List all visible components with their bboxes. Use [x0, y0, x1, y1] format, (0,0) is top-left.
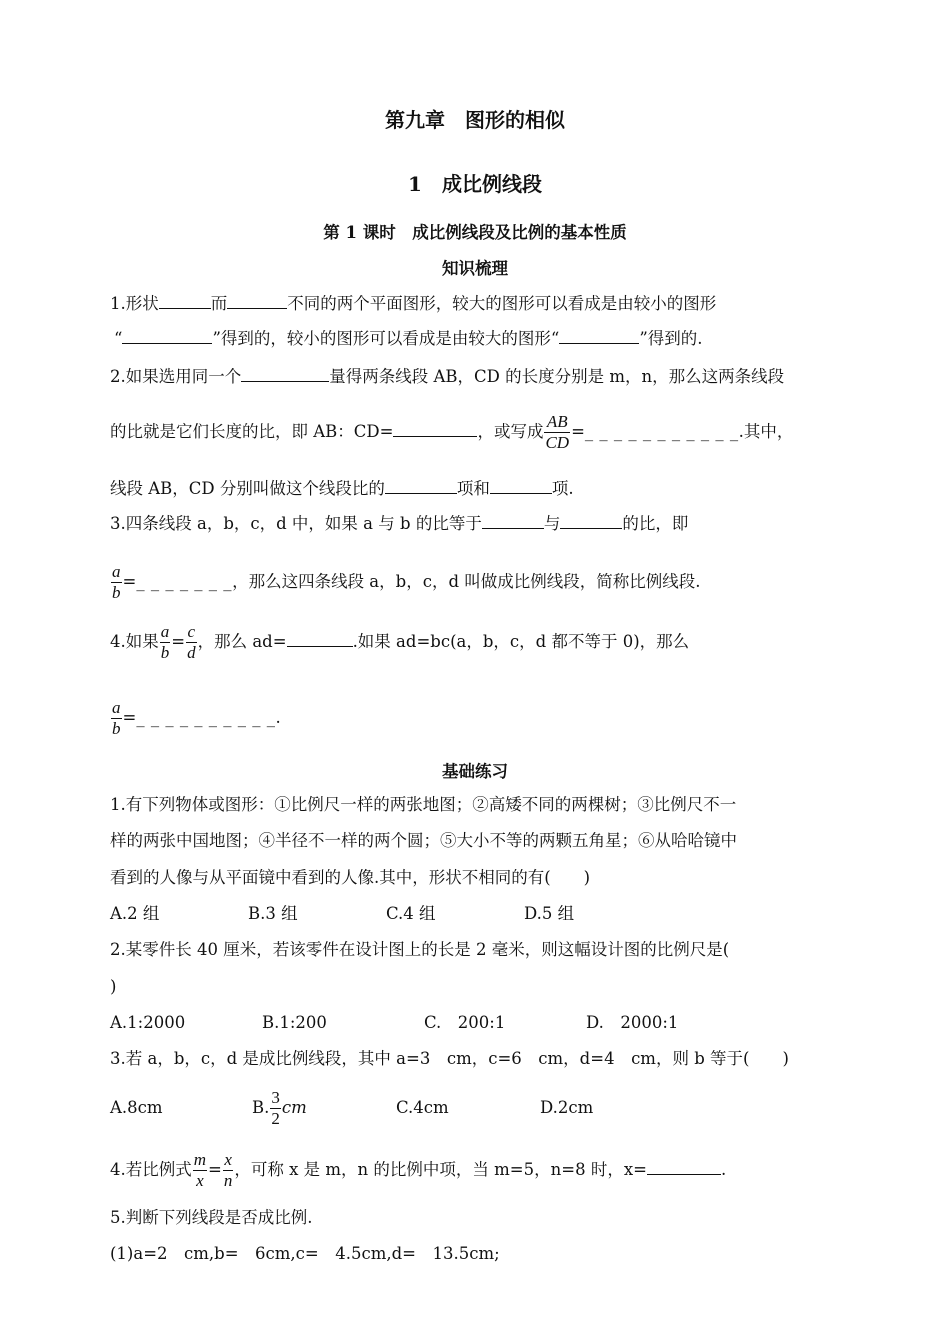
option-d[interactable]: D.2cm — [540, 1098, 594, 1117]
knowledge-q4-line2: $\frac{a}{b}$ =_ _ _ _ _ _ _ _ _ _. — [112, 698, 281, 738]
blank[interactable] — [559, 326, 639, 344]
option-a[interactable]: A.2 组 — [110, 904, 160, 923]
option-c[interactable]: C.4cm — [396, 1098, 449, 1117]
chapter-title: 第九章 图形的相似 — [385, 108, 565, 132]
practice-q1-line2: 样的两张中国地图；④半径不一样的两个圆；⑤大小不等的两颗五角星；⑥从哈哈镜中 — [110, 831, 737, 850]
fraction-ab-cd: $\frac{AB}{CD}$ — [545, 412, 570, 452]
fraction-a-b: $\frac{a}{b}$ — [112, 698, 121, 738]
dashed-blank[interactable]: _ _ _ _ _ _ _ _ _ _ — [136, 708, 276, 727]
blank[interactable] — [122, 326, 212, 344]
practice-q5-line1: 5.判断下列线段是否成比例. — [110, 1208, 313, 1227]
fraction-3-2: $\frac{3}{2}$ — [271, 1088, 280, 1128]
blank[interactable] — [647, 1157, 721, 1175]
practice-q5-line2: (1)a=2 cm,b= 6cm,c= 4.5cm,d= 13.5cm; — [110, 1244, 500, 1263]
blank[interactable] — [385, 476, 457, 494]
knowledge-q2-line2: 的比就是它们长度的比，即 AB：CD= ，或写成 $\frac{AB}{CD}$ =_ _ _ _ _ _ _ _ _ _ _.其中， — [110, 412, 794, 452]
practice-q1-line1: 1.有下列物体或图形：①比例尺一样的两张地图；②高矮不同的两棵树；③比例尺不一 — [110, 795, 737, 814]
blank[interactable] — [241, 364, 329, 382]
option-c[interactable]: C.4 组 — [386, 904, 436, 923]
blank[interactable] — [560, 511, 622, 529]
practice-q2-line2: ) — [110, 977, 117, 996]
option-b[interactable]: B.1:200 — [262, 1013, 327, 1032]
knowledge-q2-line3: 线段 AB，CD 分别叫做这个线段比的 项和 项. — [110, 476, 574, 500]
fraction-m-x: $\frac{m}{x}$ — [193, 1150, 207, 1190]
blank[interactable] — [393, 419, 477, 437]
knowledge-heading: 知识梳理 — [442, 259, 508, 278]
dashed-blank[interactable]: _ _ _ _ _ _ _ — [136, 572, 233, 591]
fraction-a-b: $\frac{a}{b}$ — [112, 562, 121, 602]
practice-q3-options — [110, 1088, 593, 1129]
practice-q1-options — [110, 903, 574, 925]
practice-q3-line1: 3.若 a，b，c，d 是成比例线段，其中 a=3 cm，c=6 cm，d=4 cm，则 b 等于( ) — [110, 1049, 789, 1068]
option-a[interactable]: A.8cm — [110, 1098, 163, 1117]
fraction-c-d: $\frac{c}{d}$ — [187, 622, 196, 662]
knowledge-q3-line2: $\frac{a}{b}$ =_ _ _ _ _ _ _，那么这四条线段 a，b，c，d 叫做成比例线段，简称比例线段. — [112, 562, 701, 602]
blank[interactable] — [159, 291, 211, 309]
option-d[interactable]: D. 2000:1 — [586, 1013, 679, 1032]
practice-q1-line3: 看到的人像与从平面镜中看到的人像.其中，形状不相同的有( ) — [110, 868, 591, 887]
option-d[interactable]: D.5 组 — [524, 904, 575, 923]
fraction-x-n: $\frac{x}{n}$ — [223, 1150, 233, 1190]
option-c[interactable]: C. 200:1 — [424, 1013, 506, 1032]
practice-heading: 基础练习 — [442, 762, 508, 781]
option-a[interactable]: A.1:2000 — [110, 1013, 186, 1032]
option-b[interactable]: B.3 组 — [248, 904, 298, 923]
section-title: 1 成比例线段 — [408, 172, 542, 196]
fraction-a-b: $\frac{a}{b}$ — [160, 622, 170, 662]
lesson-title: 第 1 课时 成比例线段及比例的基本性质 — [323, 223, 627, 242]
practice-q4-line1: 4.若比例式 $\frac{m}{x}$ = $\frac{x}{n}$ ，可称 x 是 m，n 的比例中项，当 m=5，n=8 时，x= . — [110, 1150, 727, 1190]
knowledge-q3-line1: 3.四条线段 a，b，c，d 中，如果 a 与 b 的比等于 与 的比，即 — [110, 511, 688, 535]
knowledge-q1-line1: 1.形状 而 不同的两个平面图形，较大的图形可以看成是由较小的图形 — [110, 291, 716, 315]
blank[interactable] — [482, 511, 544, 529]
option-b[interactable]: B. $\frac{3}{2}$ cm — [252, 1088, 307, 1128]
practice-q2-options — [110, 1012, 678, 1034]
blank[interactable] — [490, 476, 552, 494]
blank[interactable] — [227, 291, 287, 309]
knowledge-q1-line2: “ ”得到的，较小的图形可以看成是由较大的图形“ ”得到的. — [114, 326, 703, 350]
practice-q2-line1: 2.某零件长 40 厘米，若该零件在设计图上的长是 2 毫米，则这幅设计图的比例尺是( — [110, 940, 730, 959]
dashed-blank[interactable]: _ _ _ _ _ _ _ _ _ _ _ — [584, 422, 739, 441]
knowledge-q2-line1: 2.如果选用同一个 量得两条线段 AB，CD 的长度分别是 m，n，那么这两条线段 — [110, 364, 784, 388]
blank[interactable] — [287, 629, 353, 647]
knowledge-q4-line1: 4.如果 $\frac{a}{b}$ = $\frac{c}{d}$ ，那么 ad= .如果 ad=bc(a，b，c，d 都不等于 0)，那么 — [110, 622, 690, 662]
